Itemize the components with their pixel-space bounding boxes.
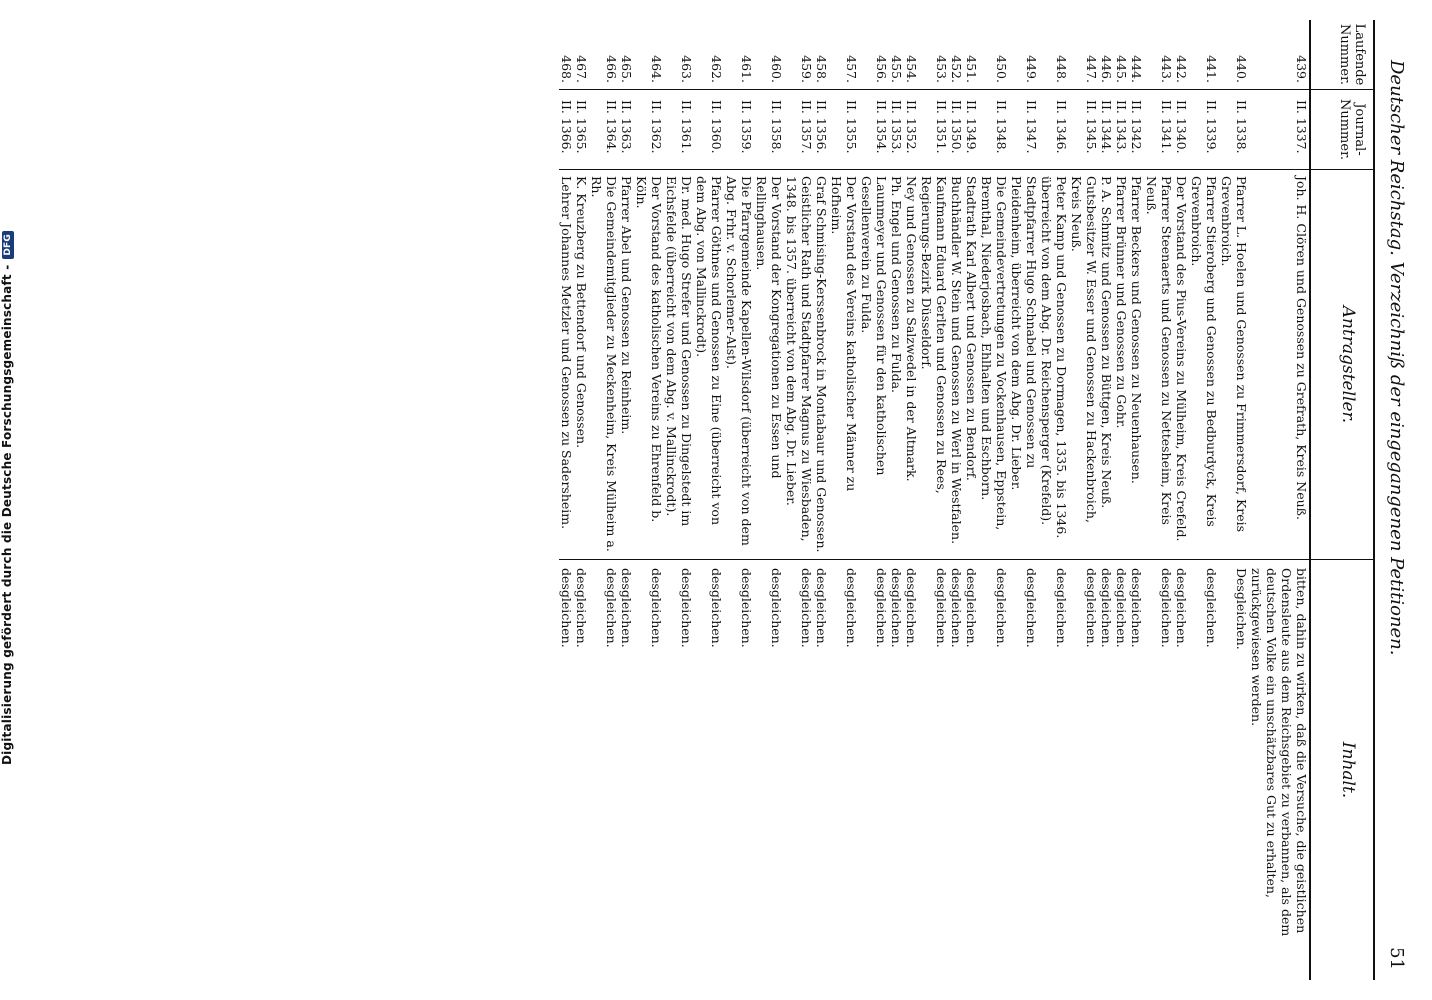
petition-content: desgleichen.	[709, 568, 724, 648]
journal-number: II. 1350.	[949, 90, 964, 170]
petition-content: desgleichen.	[1174, 568, 1189, 648]
petitioner: Kaufmann Eduard Gerlten und Genossen zu Rees, Regierungs-Bezirk Düsseldorf.	[919, 170, 949, 560]
row-number: 441.	[1189, 20, 1219, 90]
row-number: 460.	[754, 20, 784, 90]
petition-content: desgleichen.	[874, 568, 889, 648]
petitioner: Gutsbesitzer W. Esser und Genossen zu Hackenbroich, Kreis Neuß.	[1069, 170, 1099, 560]
table-row	[784, 20, 814, 980]
row-number: 468.	[559, 20, 574, 90]
table-row	[634, 20, 664, 980]
petition-content: desgleichen.	[1159, 568, 1174, 648]
petition-content: desgleichen.	[799, 568, 814, 648]
table-row	[829, 20, 859, 980]
petitioner: Geistlicher Rath und Stadtpfarrer Magnus zu Wiesbaden, 1348. bis 1357. überreicht von dem Abg. Dr. Lieber.	[784, 170, 814, 560]
table-row	[589, 20, 619, 980]
table-row	[559, 20, 574, 980]
petitioner: K. Kreuzberg zu Bettendorf und Genossen.	[574, 170, 589, 560]
column-header-journal-nummer: Journal-Nummer.	[1311, 90, 1373, 170]
journal-number: II. 1340.	[1174, 90, 1189, 170]
journal-number: II. 1344.	[1099, 90, 1114, 170]
petitioner: Peter Kamp und Genossen zu Dormagen, 1335. bis 1346. überreicht von dem Abg. Dr. Reichensperger (Krefeld).	[1039, 170, 1069, 560]
column-header-antragsteller: Antragsteller.	[1311, 170, 1373, 560]
journal-number: II. 1361.	[664, 90, 694, 170]
table-row	[1129, 20, 1144, 980]
petitioner: Stadtrath Karl Albert und Genossen zu Bendorf.	[964, 170, 979, 560]
row-number: 463.	[664, 20, 694, 90]
table-row	[1219, 20, 1249, 980]
journal-number: II. 1363.	[619, 90, 634, 170]
petitioner: Der Vorstand des Pius-Vereins zu Mülheim, Kreis Crefeld.	[1174, 170, 1189, 560]
footer-credit-text: Digitalisierung gefördert durch die Deutsche Forschungsgemeinschaft -	[0, 264, 14, 766]
table-row	[1144, 20, 1174, 980]
table-row	[1114, 20, 1129, 980]
table-row	[964, 20, 979, 980]
petitioner: Ph. Engel und Genossen zu Fulda.	[889, 170, 904, 560]
petition-content: desgleichen.	[934, 568, 949, 648]
petitioner: Die Gemeindemitglieder zu Meckenheim, Kreis Mülheim a. Rh.	[589, 170, 619, 560]
table-row	[889, 20, 904, 980]
row-number: 466.	[589, 20, 619, 90]
journal-number: II. 1352.	[904, 90, 919, 170]
row-number: 442.	[1174, 20, 1189, 90]
petitioner: Lehrer Johannes Metzler und Genossen zu Sadersheim.	[559, 170, 574, 560]
table-row	[1249, 20, 1309, 980]
petitioner: Die Gemeindevertretungen zu Vockenhausen, Eppstein, Bremthal, Niederjosbach, Ehlhalten und Eschborn.	[979, 170, 1009, 560]
row-number: 443.	[1144, 20, 1174, 90]
row-number: 440.	[1219, 20, 1249, 90]
journal-number: II. 1355.	[829, 90, 859, 170]
journal-number: II. 1339.	[1189, 90, 1219, 170]
dfg-logo-icon: DFG	[2, 231, 14, 259]
table-row	[619, 20, 634, 980]
journal-number: II. 1346.	[1039, 90, 1069, 170]
petitioner: Pfarrer Steenaerts und Genossen zu Nettesheim, Kreis Neuß.	[1144, 170, 1174, 560]
column-header-laufende-nummer: Laufende Nummer.	[1311, 20, 1373, 90]
petition-content: desgleichen.	[889, 568, 904, 648]
row-number: 448.	[1039, 20, 1069, 90]
petitioner: Pfarrer L. Hoelen und Genossen zu Frimmersdorf, Kreis Grevenbroich.	[1219, 170, 1249, 560]
journal-number: II. 1365.	[574, 90, 589, 170]
journal-number: II. 1341.	[1144, 90, 1174, 170]
row-number: 449.	[1009, 20, 1039, 90]
journal-number: II. 1359.	[724, 90, 754, 170]
row-number: 467.	[574, 20, 589, 90]
petitioner: Die Pfarrgemeinde Kapellen-Wilsdorf (überreicht von dem Abg. Frhr. v. Schorlemer-Alst).	[724, 170, 754, 560]
petitioner: Ney und Genossen zu Salzwedel in der Altmark.	[904, 170, 919, 560]
journal-number: II. 1364.	[589, 90, 619, 170]
table-row	[904, 20, 919, 980]
row-number: 439.	[1249, 20, 1309, 90]
petition-content: desgleichen.	[619, 568, 634, 648]
document-page	[165, 20, 1415, 980]
petition-content: desgleichen.	[739, 568, 754, 648]
petition-content: desgleichen.	[1054, 568, 1069, 648]
journal-number: II. 1366.	[559, 90, 574, 170]
petition-content: desgleichen.	[964, 568, 979, 648]
petition-content: desgleichen.	[949, 568, 964, 648]
petition-content: desgleichen.	[814, 568, 829, 648]
petitioner: P. A. Schmitz und Genossen zu Büttgen, Kreis Neuß.	[1099, 170, 1114, 560]
petition-content: desgleichen.	[1204, 568, 1219, 648]
table-row	[1189, 20, 1219, 980]
table-row	[859, 20, 889, 980]
table-row	[919, 20, 949, 980]
petitioner: Buchhändler W. Stein und Genossen zu Werl in Westfalen.	[949, 170, 964, 560]
journal-number: II. 1342.	[1129, 90, 1144, 170]
petition-content: bitten, dahin zu wirken, daß die Versuche, die geistlichen Ordensleute aus dem Reichsgebiet zu verbannen, als dem deutschen Volke ein unschätzbares Gut zu erhalten, zurückgewiesen werden.	[1249, 568, 1309, 937]
journal-number: II. 1351.	[919, 90, 949, 170]
petitioner: Joh. H. Clören und Genossen zu Grefrath, Kreis Neuß.	[1249, 170, 1309, 560]
table-row	[574, 20, 589, 980]
petition-content: desgleichen.	[574, 568, 589, 648]
column-header-inhalt: Inhalt.	[1338, 741, 1358, 799]
row-number: 464.	[634, 20, 664, 90]
petitioner: Dr. med. Hugo Strefer und Genossen zu Dingelstedt im Eichsfelde (überreicht von dem Abg. v. Mallinckrodt).	[664, 170, 694, 560]
petition-content: desgleichen.	[844, 568, 859, 648]
petition-content: desgleichen.	[1129, 568, 1144, 648]
table-row	[694, 20, 724, 980]
row-number: 462.	[694, 20, 724, 90]
petition-content: Desgleichen.	[1234, 568, 1249, 650]
table-row	[754, 20, 784, 980]
petition-content: desgleichen.	[1114, 568, 1129, 648]
row-number: 455.	[889, 20, 904, 90]
table-row	[1099, 20, 1114, 980]
petitioner: Stadtpfarrer Hugo Schnabel und Genossen zu Pleidenheim, überreicht von dem Abg. Dr. Lieber.	[1009, 170, 1039, 560]
journal-number: II. 1348.	[979, 90, 1009, 170]
petitioner: Pfarrer Göthnes und Genossen zu Eine (überreicht von dem Abg. von Mallinckrodt).	[694, 170, 724, 560]
footer-strip	[0, 0, 22, 1000]
journal-number: II. 1353.	[889, 90, 904, 170]
journal-number: II. 1343.	[1114, 90, 1129, 170]
journal-number: II. 1338.	[1219, 90, 1249, 170]
petition-content: desgleichen.	[604, 568, 619, 648]
petition-table	[559, 20, 1375, 980]
row-number: 452.	[949, 20, 964, 90]
row-number: 445.	[1114, 20, 1129, 90]
petitioner: Launmeyer und Genossen für den katholischen Gesellenverein zu Fulda.	[859, 170, 889, 560]
row-number: 457.	[829, 20, 859, 90]
table-row	[1174, 20, 1189, 980]
row-number: 447.	[1069, 20, 1099, 90]
journal-number: II. 1345.	[1069, 90, 1099, 170]
petition-content: desgleichen.	[1099, 568, 1114, 648]
table-row	[724, 20, 754, 980]
journal-number: II. 1357.	[784, 90, 814, 170]
row-number: 461.	[724, 20, 754, 90]
row-number: 454.	[904, 20, 919, 90]
petitioner: Pfarrer Beckers und Genossen zu Neuenhausen.	[1129, 170, 1144, 560]
table-row	[664, 20, 694, 980]
petition-content: desgleichen.	[559, 568, 574, 648]
petitioner: Der Vorstand der Kongregationen zu Essen und Rellinghausen.	[754, 170, 784, 560]
row-number: 459.	[784, 20, 814, 90]
table-row	[1039, 20, 1069, 980]
journal-number: II. 1354.	[859, 90, 889, 170]
journal-number: II. 1356.	[814, 90, 829, 170]
petition-content: desgleichen.	[994, 568, 1009, 648]
row-number: 451.	[964, 20, 979, 90]
petitioner: Pfarrer Stieroberg und Genossen zu Bedburdyck, Kreis Grevenbroich.	[1189, 170, 1219, 560]
page-header	[1375, 20, 1415, 980]
journal-number: II. 1337.	[1249, 90, 1309, 170]
table-body	[559, 20, 1309, 980]
petitioner: Der Vorstand des Vereins katholischer Männer zu Hofheim.	[829, 170, 859, 560]
footer-credit	[0, 18, 20, 978]
journal-number: II. 1360.	[694, 90, 724, 170]
petition-content: desgleichen.	[1084, 568, 1099, 648]
petitioner: Pfarrer Brünner und Genossen zu Gohr.	[1114, 170, 1129, 560]
table-header	[1309, 20, 1373, 980]
page-title: Deutscher Reichstag. Verzeichniß der eingegangenen Petitionen.	[1386, 60, 1407, 656]
petition-content: desgleichen.	[769, 568, 784, 648]
journal-number: II. 1349.	[964, 90, 979, 170]
table-row	[979, 20, 1009, 980]
petitioner: Der Vorstand des katholischen Vereins zu Ehrenfeld b. Köln.	[634, 170, 664, 560]
row-number: 458.	[814, 20, 829, 90]
row-number: 456.	[859, 20, 889, 90]
table-row	[1069, 20, 1099, 980]
petition-content: desgleichen.	[679, 568, 694, 648]
row-number: 450.	[979, 20, 1009, 90]
table-row	[814, 20, 829, 980]
petition-content: desgleichen.	[649, 568, 664, 648]
petition-content: desgleichen.	[904, 568, 919, 648]
journal-number: II. 1362.	[634, 90, 664, 170]
row-number: 465.	[619, 20, 634, 90]
table-row	[1009, 20, 1039, 980]
page-number: 51	[1386, 947, 1407, 970]
row-number: 444.	[1129, 20, 1144, 90]
petitioner: Pfarrer Abel und Genossen zu Reinheim.	[619, 170, 634, 560]
row-number: 446.	[1099, 20, 1114, 90]
table-row	[949, 20, 964, 980]
journal-number: II. 1347.	[1009, 90, 1039, 170]
journal-number: II. 1358.	[754, 90, 784, 170]
petition-content: desgleichen.	[1024, 568, 1039, 648]
row-number: 453.	[919, 20, 949, 90]
petitioner: Graf Schmising-Kerssenbrock in Montabaur und Genossen.	[814, 170, 829, 560]
